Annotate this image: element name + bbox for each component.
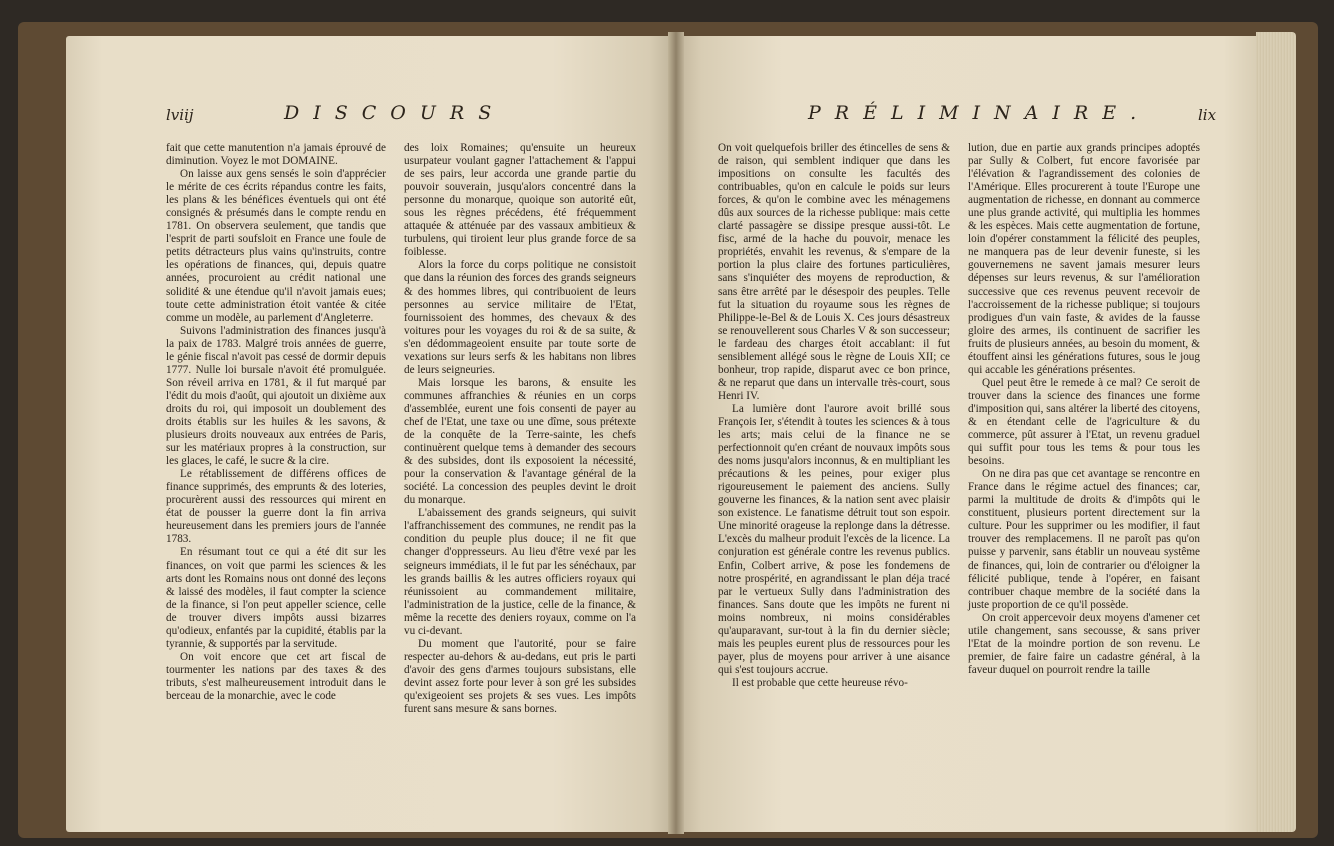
paragraph: On voit quelquefois briller des étincelles de sens & de raison, qui semblent indiquer que dans les impositions on consulte les facultés des contribuables, qu'on en calcule le poids sur leurs forces, & qu'on le combine avec les ménagemens dûs aux sources de la richesse publique: mais cette clarté passagère se dissipe presque aussi-tôt. Le fisc, armé de la hache du pouvoir, menace les propriétés, envahit les revenus, & s'empare de la portion la plus claire des fortunes particulières, sans s'inquiéter des moyens de reproduction, & sans être arrêté par le désespoir des peuples. Telle fut la situation du royaume sous les règnes de Philippe-le-Bel & de Louis X. Ces jours désastreux se renouvellerent sous Charles V & son successeur; le fardeau des charges étoit accablant: il fut sensiblement allégé sous le règne de Louis XII; ce bonheur, trop rapide, disparut avec ce bon prince, & ne reparut que dans un intervalle très-court, sous Henri IV. xyxy=(718,142,950,402)
left-column-2 xyxy=(404,142,636,716)
page-number-right: lix xyxy=(1198,106,1217,124)
paragraph: La lumière dont l'aurore avoit brillé sous François Ier, s'étendit à toutes les sciences & à tous les arts; mais celui de la finance ne se perfectionnoit qu'en créant de nouvaux impôts sous des noms jusqu'alors inconnus, & en multipliant les précautions & les peines, pour exiger plus rigoureusement le paiement des anciens. Sully gouverne les finances, & la nation sent avec plaisir son existence. Le fanatisme détruit tout son espoir. Une minorité orageuse la replonge dans la détresse. L'excès du malheur produit l'excès de la licence. La conjuration est générale contre les revenus publics. Enfin, Colbert arrive, & pose les fondemens de notre prospérité, en agrandissant le plan déja tracé par le vertueux Sully dans l'administration des finances. Sans doute que les impôts ne furent ni moins nombreux, ni moins considérables qu'auparavant, sur-tout à la fin du dernier siècle; mais les peuples eurent plus de ressources pour les payer, plus de moyens pour arriver à une aisance qui s'est toujours accrue. xyxy=(718,402,950,676)
paragraph: On ne dira pas que cet avantage se rencontre en France dans le régime actuel des finances; car, parmi la multitude de droits & d'impôts qui le constituent, plusieurs portent directement sur la culture. Pour les supprimer ou les modifier, il faut trouver des remplacemens. Il ne paroît pas qu'on puisse y parvenir, sans établir un nouveau systême de finances, qui, loin de contrarier ou d'éloigner la félicité publique, tende à l'opérer, en faisant contribuer chaque membre de la société dans la juste proportion de ce qu'il possède. xyxy=(968,468,1200,611)
paragraph: Le rétablissement de différens offices de finance supprimés, des emprunts & des loteries, procurèrent aussi des ressources qui mirent en état de pousser la guerre dont la fin arriva heureusement dans les premiers jours de l'année 1783. xyxy=(166,468,386,546)
paragraph: Il est probable que cette heureuse révo- xyxy=(732,676,908,689)
paragraph: En résumant tout ce qui a été dit sur les finances, on voit que parmi les sciences & les arts dont les Romains nous ont donné des leçons & laissé des modèles, il faut compter la science de la finance, si l'on peut appeller science, celle de trouver divers impôts aussi bizarres qu'odieux, enfantés par la cupidité, établis par la tyrannie, & supportés par la servitude. xyxy=(166,546,386,650)
left-column-1 xyxy=(166,142,386,703)
paragraph: On croit appercevoir deux moyens d'amener cet utile changement, sans secousse, & sans priver l'Etat de la moindre portion de son revenu. Le premier, de faire faire un cadastre général, à la faveur duquel on pourroit rendre la taille xyxy=(968,611,1200,676)
right-column-2 xyxy=(968,142,1200,677)
paragraph: L'abaissement des grands seigneurs, qui suivit l'affranchissement des communes, ne rendit pas la condition du peuple plus douce; il ne fit que changer d'oppresseurs. Au lieu d'être vexé par les seigneurs immédiats, il le fut par les sénéchaux, par les grands baillis & les autres officiers royaux qui réunissoient au commandement militaire, l'administration de la justice, celle de la finance, & même la recette des deniers royaux, comme on l'a vu ci-devant. xyxy=(404,507,636,637)
paragraph: On laisse aux gens sensés le soin d'apprécier le mérite de ces écrits répandus contre les faits, les plans & les bénéfices éventuels qui ont été consignés & présumés dans le compte rendu en 1781. On observera seulement, que tandis que l'esprit de parti soufsloit en France une foule de petits détracteurs plus vains qu'instruits, contre les opérations de finances, qui, depuis quatre années, procuroient au crédit national une solidité & une étendue qu'il n'avoit jamais eues; toute cette administration étoit vantée & citée comme un modèle, au parlement d'Angleterre. xyxy=(166,168,386,324)
paragraph: Mais lorsque les barons, & ensuite les communes affranchies & réunies en un corps d'assemblée, eurent une fois consenti de payer au chef de l'Etat, une taxe ou une dîme, sous prétexte de la conquête de la Terre-sainte, les chefs continuèrent quelque tems à demander des secours & des subsides, dont ils exposoient la nécessité, pour la conservation & l'avantage général de la société. La concession des peuples devint le droit du monarque. xyxy=(404,376,636,507)
paragraph: Du moment que l'autorité, pour se faire respecter au-dehors & au-dedans, eut pris le parti d'avoir des gens d'armes toujours subsistans, elle devint assez forte pour lever à son gré les subsides qu'exigeoient ses projets & ses vues. Les impôts furent sans mesure & sans bornes. xyxy=(404,637,636,716)
paragraph: lution, due en partie aux grands principes adoptés par Sully & Colbert, fut encore favorisée par l'élévation & l'agrandissement des colonies de l'Amérique. Elles procurerent à toute l'Europe une augmentation de richesse, en donnant au commerce une plus grande activité, qui multiplia les hommes & les espèces. Mais cette augmentation de fortune, loin d'opérer constamment la félicité des peuples, ne manquera pas de leur devenir funeste, si les gouvernemens ne savent jamais mesurer leurs dépenses sur leurs revenus, & sur l'amélioration successive que ces revenus peuvent recevoir de l'accroissement de la richesse publique; si toujours prodigues d'un vain faste, & avides de la fausse gloire des armes, ils continuent de sacrifier les fruits de plusieurs années, au besoin du moment, & étouffent ainsi les générations futures, sous le joug qui accable les générations présentes. xyxy=(968,142,1200,376)
right-page xyxy=(678,36,1258,832)
book-gutter xyxy=(668,32,684,834)
paragraph: Quel peut être le remede à ce mal? Ce seroit de trouver dans la science des finances une forme d'imposition qui, sans altérer la liberté des citoyens, & en étendant celle de l'agriculture & du commerce, pût assurer à l'Etat, un revenu graduel qui suffit pour tous les tems & pour tous les besoins. xyxy=(968,376,1200,468)
paragraph: Suivons l'administration des finances jusqu'à la paix de 1783. Malgré trois années de guerre, le génie fiscal n'avoit pas cessé de dormir depuis 1777. Nulle loi bursale n'avoit été promulguée. Son réveil arriva en 1781, & il fut marqué par l'édit du mois d'août, qui ajoutoit un dixième aux droits du roi, qui imposoit un doublement des droits établis sur les huiles & les savons, & plusieurs droits nouveaux aux entrées de Paris, sur les matériaux propres à la construction, sur les glaces, le café, le sucre & la cire. xyxy=(166,324,386,468)
left-page xyxy=(66,36,674,832)
right-column-1 xyxy=(718,142,950,690)
page-number-left: lviij xyxy=(166,106,194,124)
paragraph: On voit encore que cet art fiscal de tourmenter les nations par des taxes & des tributs, s'est malheureusement introduit dans le berceau de la monarchie, avec le code xyxy=(166,650,386,702)
paragraph: Alors la force du corps politique ne consistoit que dans la réunion des forces des grands seigneurs & des hommes libres, qui contribuoient de leurs personnes au service militaire de l'Etat, fournissoient des hommes, des chevaux & des voitures pour les voyages du roi & de sa suite, & s'en dédommageoient ensuite par toute sorte de vexations sur leurs serfs & les habitans non libres de leurs seigneuries. xyxy=(404,259,636,376)
open-book xyxy=(18,22,1318,838)
paragraph: fait que cette manutention n'a jamais éprouvé de diminution. Voyez le mot DOMAINE. xyxy=(166,142,386,168)
page-edges xyxy=(1256,32,1296,832)
paragraph: des loix Romaines; qu'ensuite un heureux usurpateur voulant gagner l'attachement & l'appui de ses pairs, leur accorda une grande partie du pouvoir souverain, jusqu'alors concentré dans la personne du monarque, quoique son autorité eût, sous les règnes précédens, été fréquemment attaquée & atténuée par des vassaux ambitieux & turbulens, qui tiroient leur plus grande force de sa foiblesse. xyxy=(404,142,636,259)
running-head-right: PRÉLIMINAIRE. xyxy=(808,102,1151,124)
running-head-left: DISCOURS xyxy=(284,102,506,124)
